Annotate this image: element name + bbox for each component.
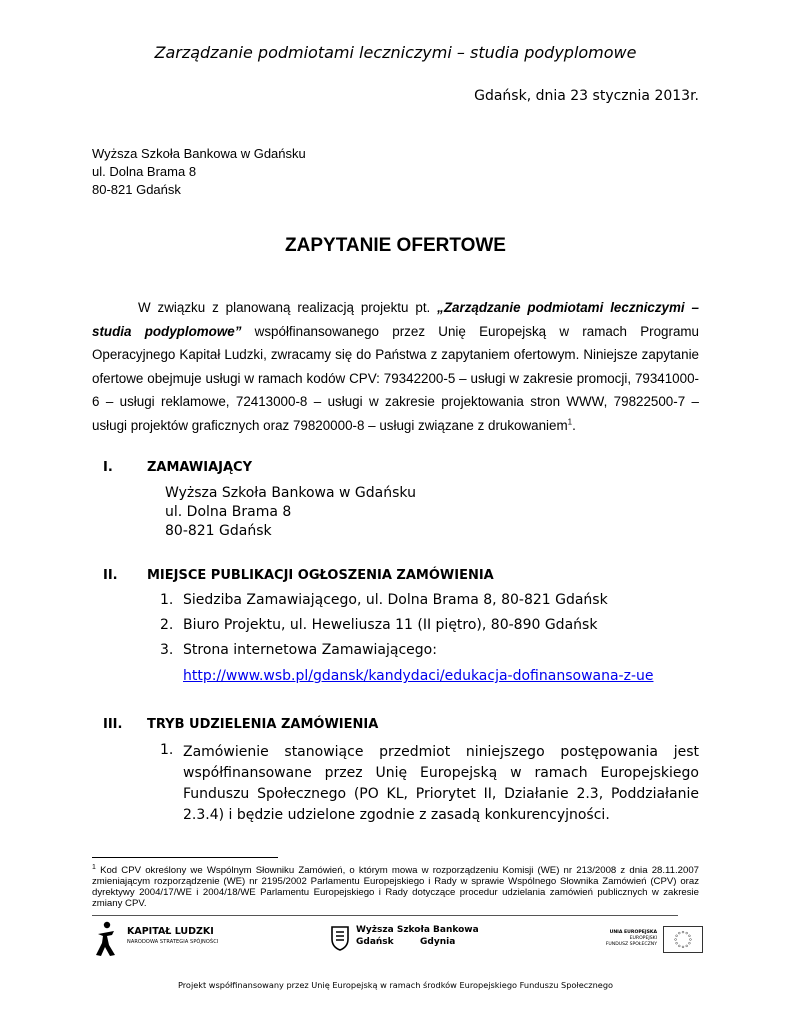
project-name: „Zarządzanie podmiotami leczniczymi – studia podyplomowe” — [92, 300, 699, 339]
eu-star — [675, 939, 677, 941]
eu-star — [676, 935, 678, 937]
eu-star — [676, 942, 678, 944]
section-1-line-3: 80-821 Gdańsk — [165, 523, 272, 539]
eu-star — [686, 945, 688, 947]
section-3-item-1-rest: współfinansowane przez Unię Europejską w ramach Europejskiego Funduszu Społecznego (PO KL, Priorytet II, Działanie 2.3, Poddziałanie 2.3.4) i będzie udzielone zgodnie z zasadą konkurencyjności. — [183, 765, 699, 823]
address-line-1: Wyższa Szkoła Bankowa w Gdańsku — [92, 146, 306, 161]
footnote-separator — [92, 857, 278, 858]
document-header-title: Zarządzanie podmiotami leczniczymi – studia podyplomowe — [154, 43, 637, 62]
kapital-ludzki-logo — [95, 921, 235, 957]
section-3-number: III. — [103, 717, 123, 732]
eu-star — [678, 945, 680, 947]
intro-part-1: W związku z planowaną realizacją projektu pt. — [138, 300, 438, 315]
kapital-ludzki-title: KAPITAŁ LUDZKI — [127, 926, 214, 937]
eu-star — [688, 942, 690, 944]
eu-star — [682, 946, 684, 948]
section-2-item-3-number: 3. — [160, 642, 174, 658]
kapital-ludzki-subtitle: NARODOWA STRATEGIA SPÓJNOŚCI — [127, 939, 219, 945]
section-2-title: MIEJSCE PUBLIKACJI OGŁOSZENIA ZAMÓWIENIA — [147, 568, 494, 583]
intro-paragraph — [92, 296, 699, 437]
page-footer: Projekt współfinansowany przez Unię Europejską w ramach środków Europejskiego Funduszu Społecznego — [177, 980, 614, 990]
footnote — [92, 865, 699, 909]
eu-logo — [605, 926, 700, 954]
footnote-number: 1 — [92, 863, 96, 871]
intro-part-2: współfinansowanego przez Unię Europejską w ramach Programu Operacyjnego Kapitał Ludzki, zwracamy się do Państwa z zapytaniem ofertowym. Niniejsze zapytanie ofertowe obejmuje usługi w ramach kodów CPV: 79342200-5 – usługi w zakresie promocji, 79341000-6 – usługi reklamowe, 72413000-8 – usługi w zakresie projektowania stron WWW, 79822500-7 – usługi projektów graficznych oraz 79820000-8 – usługi związane z drukowaniem — [92, 323, 699, 433]
eu-text — [605, 930, 657, 948]
website-link[interactable]: http://www.wsb.pl/gdansk/kandydaci/edukacja-dofinansowana-z-ue — [183, 668, 654, 684]
intro-end: . — [572, 417, 576, 433]
section-3-item-1-text — [183, 742, 699, 826]
footnote-text: Kod CPV określony we Wspólnym Słowniku Zamówień, o którym mowa w rozporządzeniu Komisji (WE) nr 213/2008 z dnia 28.11.2007 zmieniającym rozporządzenie (WE) nr 2195/2002 Parlamentu Europejskiego i Rady w sprawie Wspólnego Słownika Zamówień (CPV) oraz dyrektywy 2004/17/WE i 2004/18/WE Parlamentu Europejskiego i Rady dotyczące procedur udzielania zamówień publicznych w zakresie zmiany CPV. — [92, 865, 699, 909]
wsb-city-gdynia: Gdynia — [420, 937, 456, 947]
section-1-line-1: Wyższa Szkoła Bankowa w Gdańsku — [165, 485, 416, 501]
section-2-number: II. — [103, 568, 118, 583]
wsb-crest-icon — [330, 925, 350, 951]
eu-star — [686, 932, 688, 934]
eu-text-line-3: FUNDUSZ SPOŁECZNY — [605, 942, 657, 947]
section-1-number: I. — [103, 460, 113, 475]
section-3-item-1-number: 1. — [160, 742, 174, 758]
section-1-title: ZAMAWIAJĄCY — [147, 460, 252, 475]
address-line-2: ul. Dolna Brama 8 — [92, 164, 197, 179]
address-line-3: 80-821 Gdańsk — [92, 182, 181, 197]
document-title: ZAPYTANIE OFERTOWE — [285, 235, 506, 256]
section-2-item-3-text: Strona internetowa Zamawiającego: — [183, 642, 437, 658]
eu-star — [682, 931, 684, 933]
eu-text-line-2: EUROPEJSKI — [629, 936, 657, 941]
section-1-line-2: ul. Dolna Brama 8 — [165, 504, 292, 520]
section-2-item-2-number: 2. — [160, 617, 174, 633]
section-3-title: TRYB UDZIELENIA ZAMÓWIENIA — [147, 717, 379, 732]
section-2-item-1-number: 1. — [160, 592, 174, 608]
footnote-reference[interactable]: 1 — [567, 417, 573, 427]
logo-bar-separator — [92, 915, 678, 916]
wsb-city-gdansk: Gdańsk — [356, 937, 394, 947]
kapital-ludzki-figure-icon — [95, 921, 117, 957]
section-2-item-1-text: Siedziba Zamawiającego, ul. Dolna Brama 8, 80-821 Gdańsk — [183, 592, 608, 608]
document-date: Gdańsk, dnia 23 stycznia 2013r. — [474, 88, 699, 104]
section-3-item-1-first-line: Zamówienie stanowiące przedmiot niniejszego postępowania jest — [183, 744, 699, 760]
eu-star — [678, 932, 680, 934]
eu-star — [688, 935, 690, 937]
eu-flag-icon — [663, 926, 703, 953]
eu-star — [689, 939, 691, 941]
eu-text-line-1: UNIA EUROPEJSKA — [609, 930, 657, 935]
wsb-name: Wyższa Szkoła Bankowa — [356, 925, 479, 935]
section-2-item-2-text: Biuro Projektu, ul. Heweliusza 11 (II piętro), 80-890 Gdańsk — [183, 617, 598, 633]
wsb-logo — [330, 925, 490, 953]
